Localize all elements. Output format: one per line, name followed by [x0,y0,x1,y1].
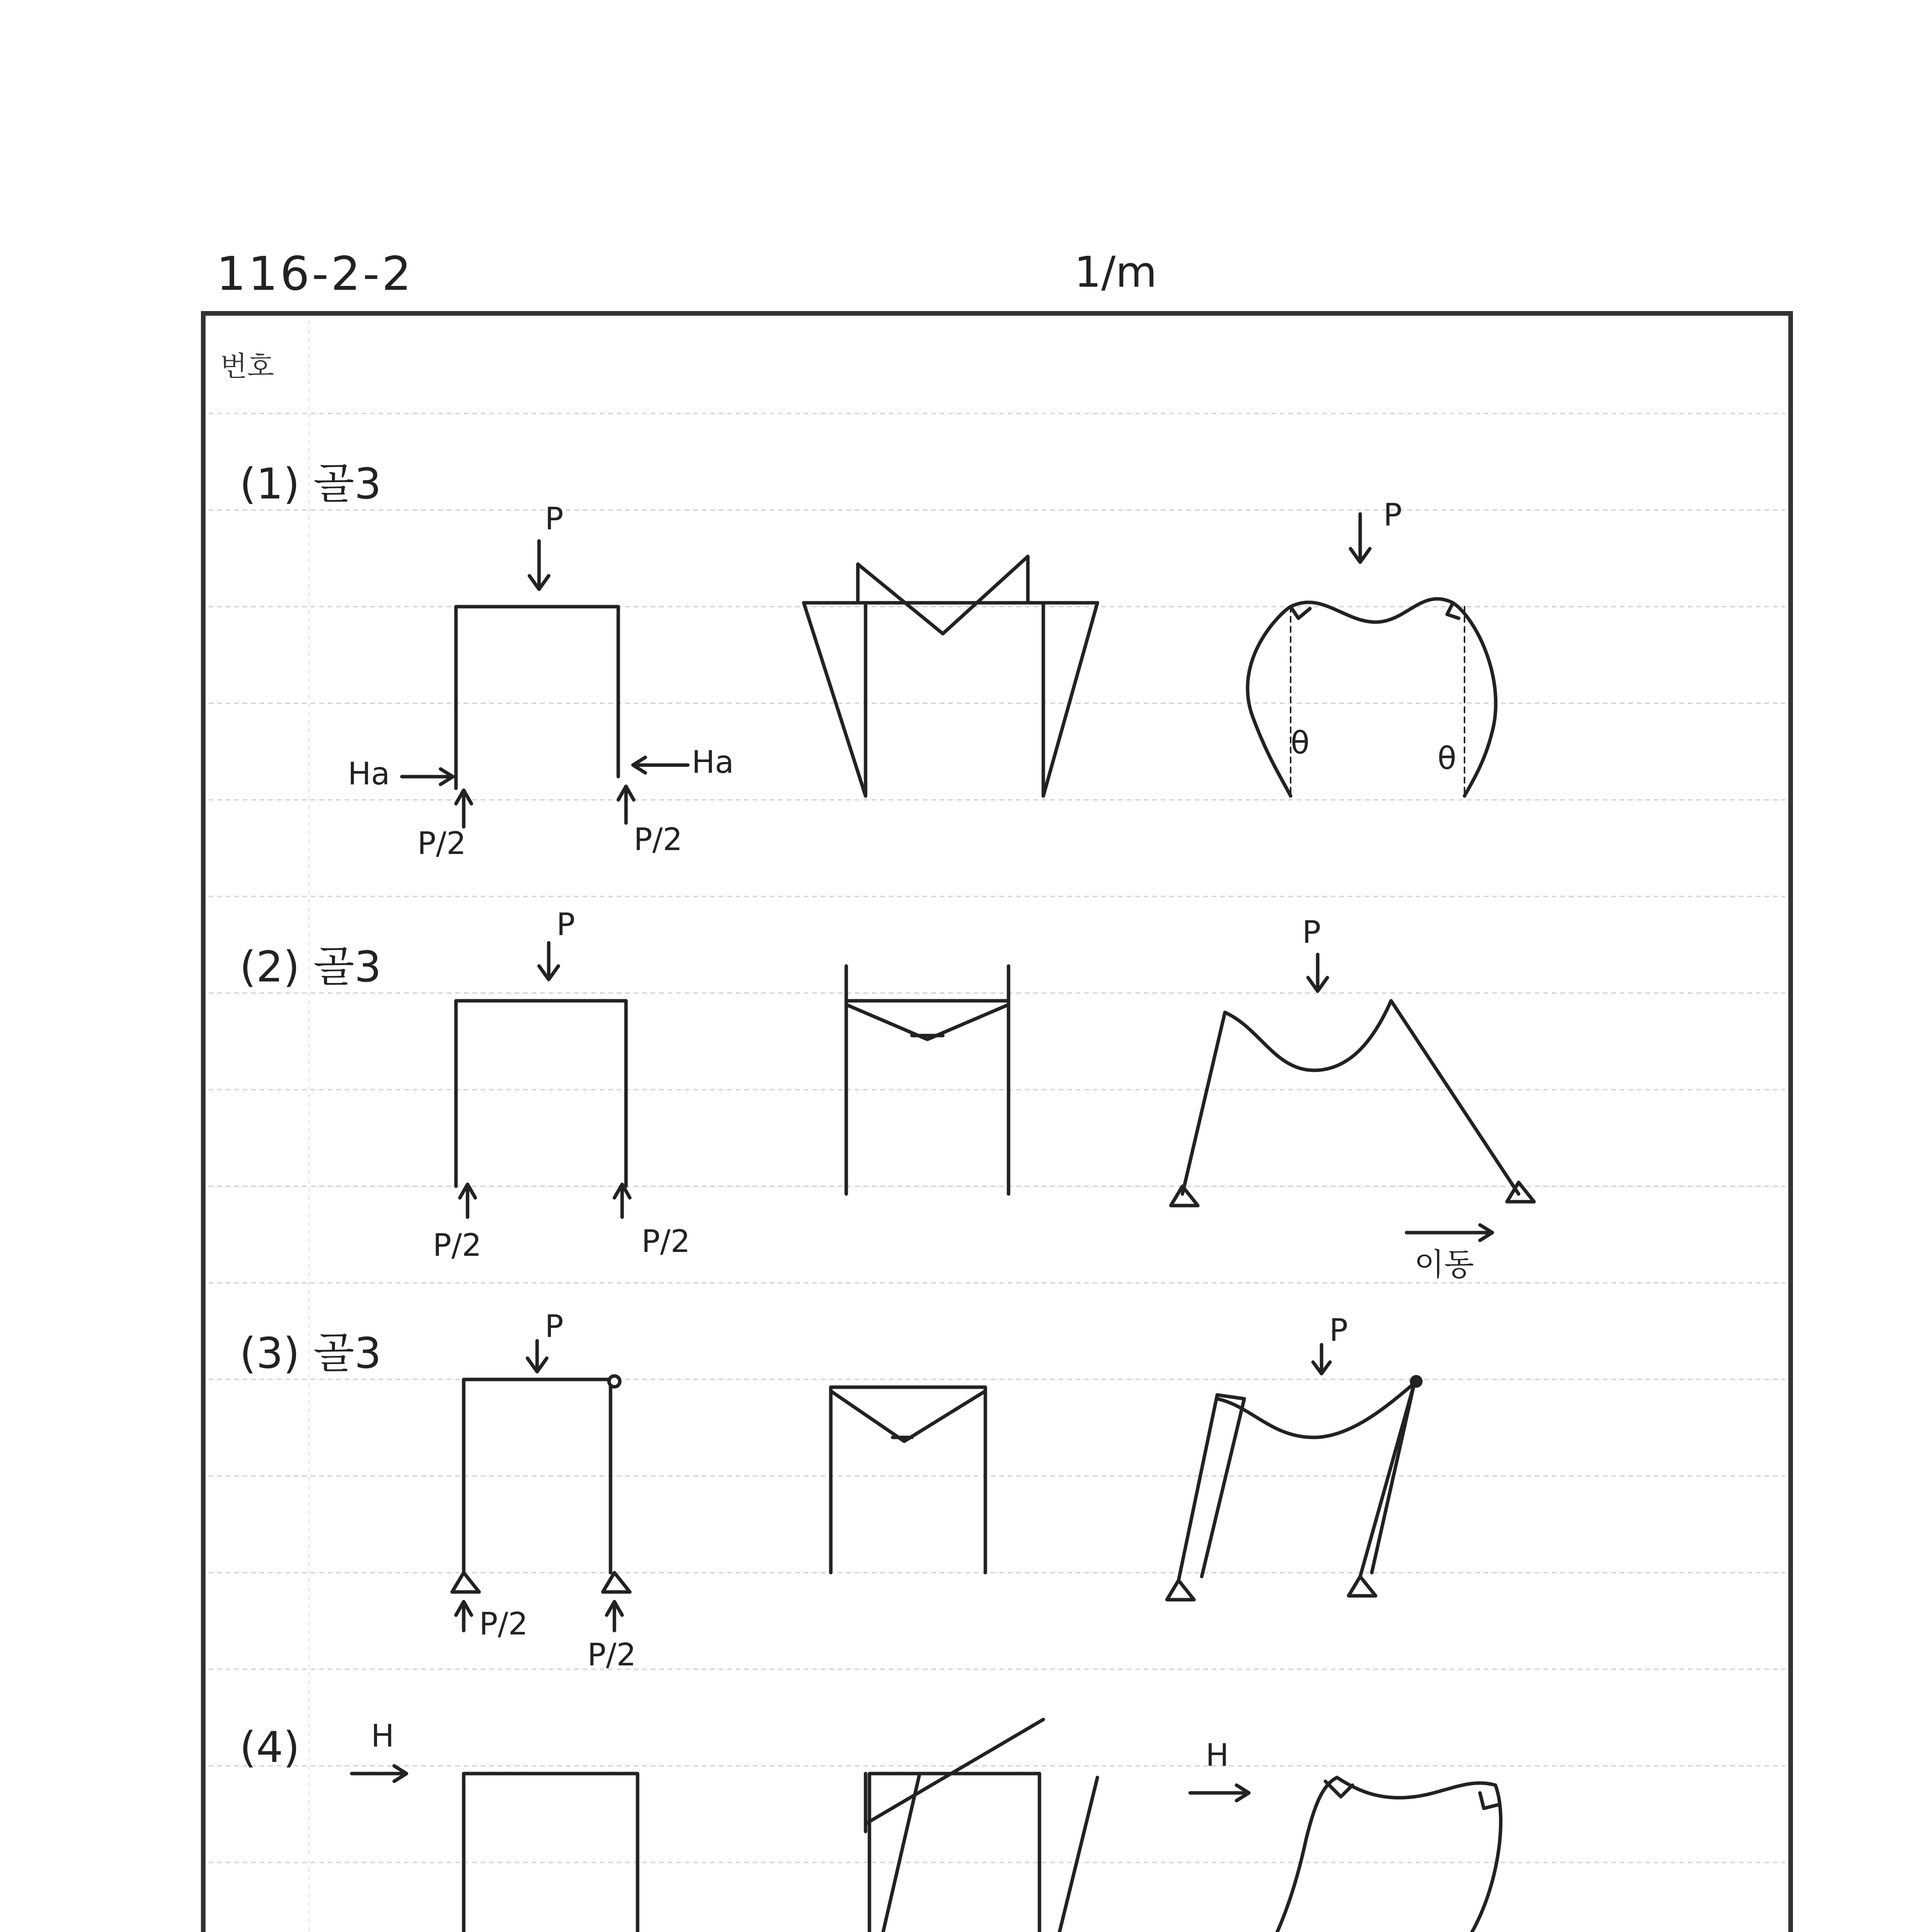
p1-rotation-right: θ [1437,740,1456,776]
p1-reaction-right: P/2 [634,821,683,857]
document-id: 116-2-2 [216,247,414,301]
p4-deformed-load-label: H [1206,1737,1229,1773]
p3-reaction-right: P/2 [587,1637,636,1673]
p1-rotation-left: θ [1291,725,1310,761]
problem-2 [456,943,1534,1240]
p2-load-label: P [556,906,575,942]
p1-reaction-ha-left: Ha [348,756,390,792]
p2-movement-label: 이동 [1414,1247,1474,1282]
p2-deformed-load-label: P [1302,914,1321,950]
p4-load-label: H [371,1718,395,1754]
problem-1-label: (1) 골3 [240,459,382,509]
p3-deformed-load-label: P [1329,1312,1348,1348]
problem-3 [452,1341,1421,1631]
problem-4-label: (4) [240,1723,300,1772]
problem-4 [352,1719,1501,1932]
p2-reaction-left: P/2 [433,1227,482,1263]
p3-load-label: P [545,1308,564,1344]
p1-deformed-load-label: P [1383,497,1402,533]
p1-reaction-left: P/2 [417,825,466,861]
p1-reaction-ha-right: Ha [692,744,734,780]
problem-2-label: (2) 골3 [240,942,382,992]
p2-reaction-right: P/2 [641,1223,691,1259]
problem-1 [402,514,1496,827]
p3-reaction-left: P/2 [479,1606,528,1642]
number-label: 번호 [220,350,274,383]
header-mark: 1/m [1074,247,1157,297]
problem-3-label: (3) 골3 [240,1328,382,1378]
p1-load-label: P [545,501,564,537]
